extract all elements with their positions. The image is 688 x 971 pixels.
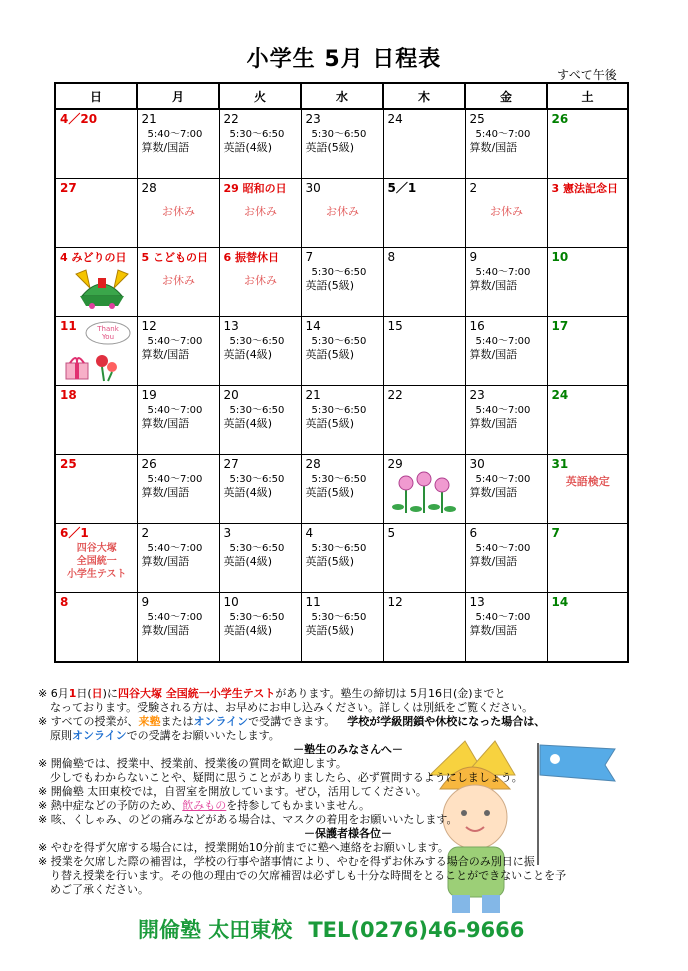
day-number: 22 [387,388,403,402]
note-text: で受講できます。 [248,715,336,728]
class-time: 5:30～6:50 [229,129,285,140]
day-number: 15 [387,319,403,333]
class-subject: 算数/国語 [469,141,518,154]
afternoon-note: すべて午後 [557,68,617,82]
closed-label: お休み [162,274,195,287]
note-highlight: オンライン [193,715,249,728]
class-time: 5:30～6:50 [229,543,285,554]
note-item: めご了承ください。 [50,883,149,896]
day-number: 30 [305,181,321,195]
day-number: 28 [305,457,321,471]
closed-label: お休み [162,205,195,218]
day-cell [301,593,383,663]
class-subject: 英語(4級) [223,624,273,637]
day-number: 19 [141,388,157,402]
class-subject: 英語(4級) [223,141,273,154]
day-number: 11 [305,595,321,609]
day-cell [219,593,301,663]
class-subject: 英語(5級) [305,555,355,568]
day-cell [55,593,137,663]
day-cell [301,386,383,455]
day-cell [383,109,465,179]
day-cell [547,524,628,593]
class-time: 5:40～7:00 [475,405,531,416]
note-date: 1 [68,687,77,700]
day-number: 2 [141,526,150,540]
class-time: 5:40～7:00 [475,336,531,347]
class-subject: 算数/国語 [141,348,190,361]
class-subject: 算数/国語 [469,348,518,361]
weekday-thu: 木 [383,83,465,109]
day-cell [137,248,219,317]
day-cell [219,455,301,524]
class-subject: 英語(5級) [305,417,355,430]
day-number: 7 [305,250,314,264]
eiken-exam-label: 英語検定 [565,475,610,488]
note-text: 日( [76,687,92,700]
week-row [55,248,628,317]
day-number: 21 [141,112,157,126]
day-cell [465,386,547,455]
class-time: 5:40～7:00 [475,129,531,140]
class-subject: 算数/国語 [469,624,518,637]
closed-label: お休み [326,205,359,218]
day-cell [137,179,219,248]
class-subject: 英語(4級) [223,348,273,361]
test-event-line: 全国統一 [76,556,117,567]
note-weekday: 日 [91,687,103,700]
holiday-label: 5 こどもの日 [141,251,208,264]
gift-flowers-icon [58,351,130,383]
class-time: 5:40～7:00 [147,336,203,347]
calendar-table [54,82,629,663]
class-time: 5:40～7:00 [475,612,531,623]
day-cell [137,455,219,524]
note-highlight: 飲みもの [182,799,227,812]
class-subject: 英語(5級) [305,279,355,292]
class-time: 5:30～6:50 [229,612,285,623]
day-number: 27 [223,457,239,471]
day-number: 18 [60,388,77,402]
class-time: 5:40～7:00 [147,405,203,416]
day-number: 6 [469,526,478,540]
day-cell [383,179,465,248]
day-cell [301,109,383,179]
class-time: 5:30～6:50 [229,336,285,347]
day-number: 14 [551,595,569,609]
day-number: 6／1 [60,526,89,540]
day-cell [219,248,301,317]
note-text: での受講をお願いいたします。 [126,729,280,742]
week-row [55,179,628,248]
day-cell [547,248,628,317]
day-cell [547,179,628,248]
day-cell [137,386,219,455]
note-highlight: 来塾 [138,715,161,728]
class-time: 5:30～6:50 [311,474,367,485]
weekday-wed: 水 [301,83,383,109]
note-text: 原則 [50,729,72,742]
day-cell [219,179,301,248]
class-time: 5:30～6:50 [311,336,367,347]
class-subject: 算数/国語 [141,624,190,637]
day-cell [219,317,301,386]
day-cell [137,524,219,593]
class-time: 5:40～7:00 [475,474,531,485]
class-time: 5:30～6:50 [311,405,367,416]
class-subject: 英語(5級) [305,141,355,154]
day-number: 29 [387,457,403,471]
note-item: 少しでもわからないことや、疑問に思うことがありましたら、必ず質問するようにしましょう。 [50,771,523,784]
note-bold: 学校が学級閉鎖や休校になった場合は、 [347,715,546,728]
day-cell [137,109,219,179]
day-cell [55,248,137,317]
kabuto-helmet-icon [72,266,132,312]
day-cell [383,317,465,386]
day-number: 8 [60,595,69,609]
class-subject: 算数/国語 [141,486,190,499]
note-highlight: オンライン [72,729,127,742]
week-row [55,524,628,593]
day-number: 30 [469,457,485,471]
day-cell [55,317,137,386]
day-number: 12 [141,319,157,333]
day-number: 22 [223,112,239,126]
class-subject: 算数/国語 [469,486,518,499]
class-subject: 算数/国語 [141,417,190,430]
day-cell [137,593,219,663]
class-subject: 英語(5級) [305,348,355,361]
closed-label: お休み [244,274,277,287]
closed-label: お休み [490,205,523,218]
day-cell [55,109,137,179]
clover-flowers-icon [390,471,456,517]
school-footer [138,914,524,944]
note-item: なっております。受験される方は、お早めにお申し込みください。詳しくは別紙をご覧ください。 [50,701,534,714]
class-subject: 算数/国語 [469,279,518,292]
day-number: 24 [387,112,403,126]
note-text: ※ 6月 [38,687,69,700]
note-text: があります。塾生の締切は 5月16日(金)までと [275,687,506,700]
note-item [38,729,658,743]
day-cell [465,179,547,248]
day-number: 5 [387,526,396,540]
closed-label: お休み [244,205,277,218]
note-text: )に [102,687,118,700]
day-cell [301,317,383,386]
school-name: 開倫塾 太田東校 [138,918,293,942]
week-row [55,593,628,663]
note-item [38,687,658,701]
day-cell [383,386,465,455]
class-subject: 英語(5級) [305,486,355,499]
note-test-name: 四谷大塚 全国統一小学生テスト [117,687,276,700]
class-subject: 算数/国語 [469,417,518,430]
holiday-label: 3 憲法記念日 [551,182,618,195]
day-number: 10 [551,250,569,264]
weekday-fri: 金 [465,83,547,109]
note-item [38,799,658,813]
day-number: 10 [223,595,239,609]
day-cell [55,179,137,248]
day-number: 20 [223,388,239,402]
class-subject: 英語(4級) [223,417,273,430]
weekday-mon: 月 [137,83,219,109]
day-cell [547,317,628,386]
weekday-header [55,83,628,109]
day-number: 9 [141,595,150,609]
day-number: 11 [60,319,77,333]
day-cell [137,317,219,386]
note-item: ※ 開倫塾では、授業中、授業前、授業後の質問を歓迎します。 [38,757,347,770]
day-number: 7 [551,526,560,540]
class-time: 5:30～6:50 [311,543,367,554]
note-text: ※ すべての授業が、 [38,715,139,728]
day-number: 23 [305,112,321,126]
day-cell [55,386,137,455]
notes-section [38,687,658,897]
day-cell [465,248,547,317]
class-time: 5:40～7:00 [475,543,531,554]
week-row [55,386,628,455]
holiday-label: 4 みどりの日 [60,251,127,264]
day-cell [219,524,301,593]
class-time: 5:40～7:00 [147,474,203,485]
day-cell [301,248,383,317]
note-text: ※ 熱中症などの予防のため、 [38,799,183,812]
day-number: 16 [469,319,485,333]
day-number: 9 [469,250,478,264]
class-time: 5:40～7:00 [147,543,203,554]
day-number: 27 [60,181,77,195]
week-row [55,109,628,179]
test-event-line: 小学生テスト [66,569,127,580]
day-number: 4／20 [60,112,98,126]
weekday-sun: 日 [55,83,137,109]
day-cell [219,386,301,455]
class-time: 5:30～6:50 [311,267,367,278]
day-number: 8 [387,250,396,264]
note-text: を持参してもかまいません。 [226,799,370,812]
holiday-label: 29 昭和の日 [223,182,287,195]
class-subject: 算数/国語 [141,555,190,568]
note-text: または [160,715,194,728]
test-event-line: 四谷大塚 [76,543,117,554]
note-item: り替え授業を行います。その他の理由での欠席補習は必ずしも十分な時間をとることができないことを予 [50,869,567,882]
day-number: 21 [305,388,321,402]
day-number: 13 [469,595,485,609]
holiday-label: 6 振替休日 [223,251,279,264]
day-cell [465,455,547,524]
day-number: 26 [141,457,157,471]
day-cell [547,109,628,179]
day-number: 31 [551,457,569,471]
day-cell [465,109,547,179]
day-cell [55,524,137,593]
class-time: 5:40～7:00 [147,129,203,140]
class-time: 5:30～6:50 [311,612,367,623]
class-time: 5:30～6:50 [229,474,285,485]
class-time: 5:30～6:50 [229,405,285,416]
note-item: ※ 授業を欠席した際の補習は，学校の行事や諸事情により、やむを得ずお休みする場合のみ別日に振 [38,855,535,868]
day-cell [465,524,547,593]
class-subject: 英語(4級) [223,555,273,568]
day-cell [547,593,628,663]
day-number: 26 [551,112,569,126]
note-item [38,715,658,729]
day-cell [219,109,301,179]
weekday-sat: 土 [547,83,628,109]
weekday-tue: 火 [219,83,301,109]
class-time: 5:40～7:00 [475,267,531,278]
day-number: 24 [551,388,569,402]
day-cell [301,524,383,593]
week-row [55,455,628,524]
class-subject: 英語(5級) [305,624,355,637]
week-row [55,317,628,386]
class-subject: 算数/国語 [141,141,190,154]
day-number: 23 [469,388,485,402]
phone-number: TEL(0276)46-9666 [308,918,525,942]
day-number: 12 [387,595,403,609]
class-subject: 英語(4級) [223,486,273,499]
day-cell [465,593,547,663]
day-number: 13 [223,319,239,333]
section-heading: －塾生のみなさんへ－ [293,743,403,756]
day-cell [465,317,547,386]
day-cell [547,455,628,524]
card-text: Thank You [97,325,119,341]
day-cell [301,179,383,248]
day-cell [301,455,383,524]
day-number: 25 [60,457,77,471]
day-cell [547,386,628,455]
day-number: 25 [469,112,485,126]
day-cell [383,593,465,663]
day-number: 2 [469,181,478,195]
day-number: 14 [305,319,321,333]
page-title: 小学生 5月 日程表 [246,47,442,72]
day-number: 17 [551,319,569,333]
day-cell [383,524,465,593]
day-number: 28 [141,181,157,195]
note-item: ※ やむを得ず欠席する場合には，授業開始10分前までに塾へ連絡をお願いします。 [38,841,449,854]
day-cell [383,248,465,317]
class-time: 5:40～7:00 [147,612,203,623]
day-number: 3 [223,526,232,540]
note-item: ※ 開倫塾 太田東校では，自習室を開放しています。ぜひ，活用してください。 [38,785,427,798]
day-cell [55,455,137,524]
day-number: 4 [305,526,314,540]
day-cell [383,455,465,524]
section-heading: －保護者様各位－ [304,827,392,840]
class-subject: 算数/国語 [469,555,518,568]
day-number: 5／1 [387,181,417,195]
class-time: 5:30～6:50 [311,129,367,140]
note-item: ※ 咳、くしゃみ、のどの痛みなどがある場合は、マスクの着用をお願いいたします。 [38,813,458,826]
